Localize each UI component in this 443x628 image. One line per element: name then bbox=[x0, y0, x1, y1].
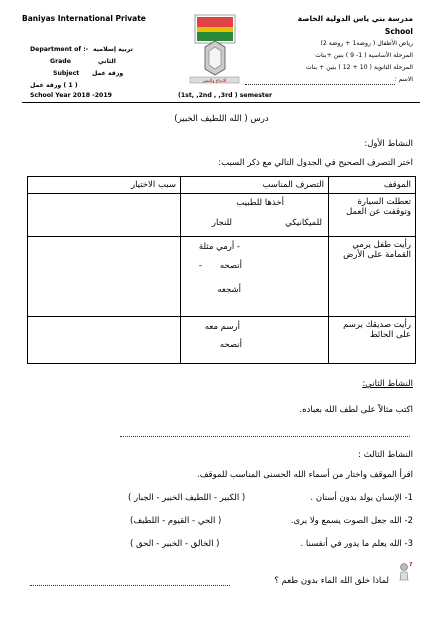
reason-cell[interactable] bbox=[28, 317, 181, 364]
kg-stage: رياض الأطفال ( روضة1 + روضة 2) bbox=[320, 40, 413, 47]
department-value: تربية إسلامية bbox=[93, 46, 133, 53]
question-text: الله جعل الصوت يسمع ولا يرى. bbox=[290, 516, 402, 526]
situation-cell bbox=[329, 194, 416, 237]
department-label: Department of :- bbox=[30, 46, 89, 53]
situation-cell bbox=[329, 237, 416, 317]
action-cell[interactable] bbox=[181, 237, 329, 317]
question-text: الله يعلم ما يدور في أنفسنا . bbox=[300, 539, 402, 549]
question-choices[interactable]: ( الكبير - اللطيف الخبير - الجبار ) bbox=[128, 493, 246, 503]
question-item bbox=[310, 493, 413, 503]
option-text[interactable]: أنصحه bbox=[219, 340, 242, 350]
worksheet-number: ( 1 ) ورقة عمل bbox=[30, 82, 78, 89]
column-header-situation: الموقف bbox=[329, 177, 416, 194]
logo-text: الابداع والتميز bbox=[202, 79, 227, 84]
question-number: 2- bbox=[404, 516, 413, 526]
question-choices[interactable]: ( الخالق - الخبير - الحق ) bbox=[130, 539, 220, 549]
column-header-reason: سبب الاختيار bbox=[28, 177, 181, 194]
option-text[interactable]: - أرمي مثلة bbox=[198, 242, 240, 252]
situation-text: رأيت طفل يرمي القمامة على الأرض bbox=[343, 240, 411, 260]
reason-cell[interactable] bbox=[28, 194, 181, 237]
final-question: لماذا خلق الله الماء بدون طعم ؟ bbox=[274, 576, 389, 586]
lesson-title: درس ( الله اللطيف الخبير) bbox=[174, 114, 269, 124]
grade-value: الثاني bbox=[98, 58, 116, 65]
column-header-action: التصرف المناسب bbox=[181, 177, 329, 194]
activity2-answer-line[interactable] bbox=[120, 436, 410, 437]
question-item bbox=[301, 539, 413, 549]
question-choices[interactable]: ( الحي - القيوم - اللطيف) bbox=[130, 516, 222, 526]
option-text[interactable]: للنجار bbox=[211, 218, 232, 228]
option-text[interactable]: - bbox=[198, 261, 202, 271]
school-name-en-2: School bbox=[384, 27, 413, 36]
table-row bbox=[28, 317, 416, 364]
question-item bbox=[291, 516, 413, 526]
semester: (1st, ,2nd , ,3rd ) semester bbox=[178, 92, 273, 99]
final-answer-line[interactable] bbox=[30, 585, 230, 586]
situation-cell bbox=[329, 317, 416, 364]
secondary-stage: المرحلة الثانوية ( 10 + 12 ) بنين + بنات bbox=[305, 64, 413, 71]
activity3-instruction: اقرأ الموقف واختار من أسماء الله الحسنى المناسب للموقف. bbox=[197, 470, 413, 480]
action-cell[interactable] bbox=[181, 317, 329, 364]
svg-text:?: ? bbox=[409, 562, 413, 568]
school-logo-icon bbox=[187, 13, 242, 91]
name-line bbox=[245, 84, 395, 85]
subject-value: ورقة عمل bbox=[92, 70, 124, 77]
action-cell[interactable] bbox=[181, 194, 329, 237]
school-name-en: Baniyas International Private bbox=[22, 14, 146, 23]
situation-text: رأيت صديقك يرسم على الحائط bbox=[343, 320, 411, 340]
primary-stage: المرحلة الأساسية ( 1- 9 ) بنين +بنات bbox=[315, 52, 413, 59]
subject-label: Subject bbox=[53, 70, 80, 77]
option-text[interactable]: أخذها للطبيب bbox=[236, 198, 284, 208]
option-text[interactable]: أرسم معه bbox=[204, 322, 240, 332]
grade-label: Grade bbox=[50, 58, 71, 65]
table-row bbox=[28, 237, 416, 317]
situation-text: تعطلت السيارة وتوقفت عن العمل bbox=[346, 197, 411, 217]
thinking-figure-icon bbox=[395, 562, 413, 586]
question-number: 1- bbox=[404, 493, 413, 503]
reason-cell[interactable] bbox=[28, 237, 181, 317]
option-text[interactable]: للميكانيكي bbox=[285, 218, 322, 228]
table-row bbox=[28, 194, 416, 237]
question-number: 3- bbox=[404, 539, 413, 549]
name-label: الاسم : bbox=[394, 76, 413, 83]
option-text[interactable]: أشجعه bbox=[217, 285, 241, 295]
activity2-instruction: اكتب مثالاً على لطف الله بعباده. bbox=[299, 405, 413, 415]
activity1-instruction: اختر التصرف الصحيح في الجدول التالي مع ذكر السبب: bbox=[218, 158, 413, 168]
school-name-ar: مدرسة بني ياس الدولية الخاصة bbox=[297, 14, 413, 23]
question-text: الإنسان يولد بدون أسنان . bbox=[310, 493, 402, 503]
activity1-table bbox=[27, 176, 416, 364]
activity1-heading: النشاط الأول: bbox=[364, 139, 413, 149]
activity2-heading: النشاط الثاني: bbox=[362, 379, 413, 389]
header-divider bbox=[22, 102, 420, 103]
option-text[interactable]: أنصحه bbox=[219, 261, 242, 271]
table-header-row bbox=[28, 177, 416, 194]
activity3-heading: النشاط الثالث : bbox=[358, 450, 413, 460]
school-year: School Year 2018 -2019 bbox=[30, 92, 112, 99]
